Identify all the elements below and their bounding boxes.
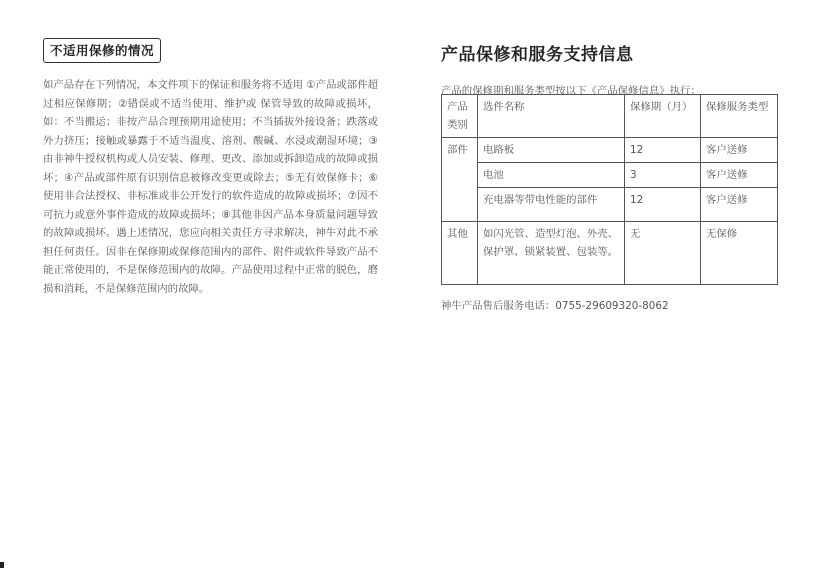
table-row: [442, 188, 778, 222]
table-row: [442, 138, 778, 163]
warranty-intro: 产品的保修期和服务类型按以下《产品保修信息》执行：: [441, 85, 701, 97]
table-header-row: [442, 95, 778, 138]
cell-service: 客户送修: [701, 163, 778, 188]
left-column: [43, 38, 378, 298]
cell-service: 客户送修: [701, 138, 778, 163]
cell-category: 部件: [442, 138, 478, 163]
cell-category: [442, 163, 478, 188]
cell-name: 如闪光管、造型灯泡、外壳、保护罩、锁紧装置、包装等。: [478, 222, 625, 285]
cell-name: 充电器等带电性能的部件: [478, 188, 625, 222]
cell-period: 12: [625, 138, 701, 163]
cell-name: 电池: [478, 163, 625, 188]
cell-period: 12: [625, 188, 701, 222]
service-hotline: 神牛产品售后服务电话：0755-29609320-8062: [441, 300, 669, 312]
warranty-table: [441, 94, 778, 285]
header-period: 保修期（月）: [625, 95, 701, 138]
header-category: 产品类别: [442, 95, 478, 138]
table-row: [442, 222, 778, 285]
page-title: 产品保修和服务支持信息: [441, 45, 634, 65]
cell-period: 无: [625, 222, 701, 285]
header-name: 选件名称: [478, 95, 625, 138]
page-corner-mark: [0, 562, 4, 568]
non-warranty-paragraph: 如产品存在下列情况，本文件项下的保证和服务将不适用 ①产品或部件超过相应保修期；②错误或不适当使用、维护或 保管导致的故障或损坏，如：不当搬运；非按产品合理预期用途使用；不当插拔外接设备；跌落或外力挤压；接触或暴露于不适当温度、溶剂、酸碱、水浸或潮湿环境；③由非神牛授权机构或人员安装、修理、更改、添加或拆卸造成的故障或损坏；④产品或部件原有识别信息被修改变更或除去；⑤无有效保修卡；⑥使用非合法授权、非标准或非公开发行的软件造成的故障或损坏；⑦因不可抗力或意外事件造成的故障或损坏；⑧其他非因产品本身质量问题导致的故障或损坏。遇上述情况，您应向相关责任方寻求解决，神牛对此不承担任何责任。因非在保修期或保修范围内的部件、附件或软件导致产品不能正常使用的，不是保修范围内的故障。产品使用过程中正常的脱色，磨损和消耗，不是保修范围内的故障。: [43, 79, 378, 295]
cell-category: [442, 188, 478, 222]
header-service: 保修服务类型: [701, 95, 778, 138]
cell-service: 无保修: [701, 222, 778, 285]
table-row: [442, 163, 778, 188]
cell-category: 其他: [442, 222, 478, 285]
cell-name: 电路板: [478, 138, 625, 163]
non-warranty-heading: 不适用保修的情况: [43, 38, 161, 63]
right-column: [441, 40, 777, 312]
cell-period: 3: [625, 163, 701, 188]
cell-service: 客户送修: [701, 188, 778, 222]
